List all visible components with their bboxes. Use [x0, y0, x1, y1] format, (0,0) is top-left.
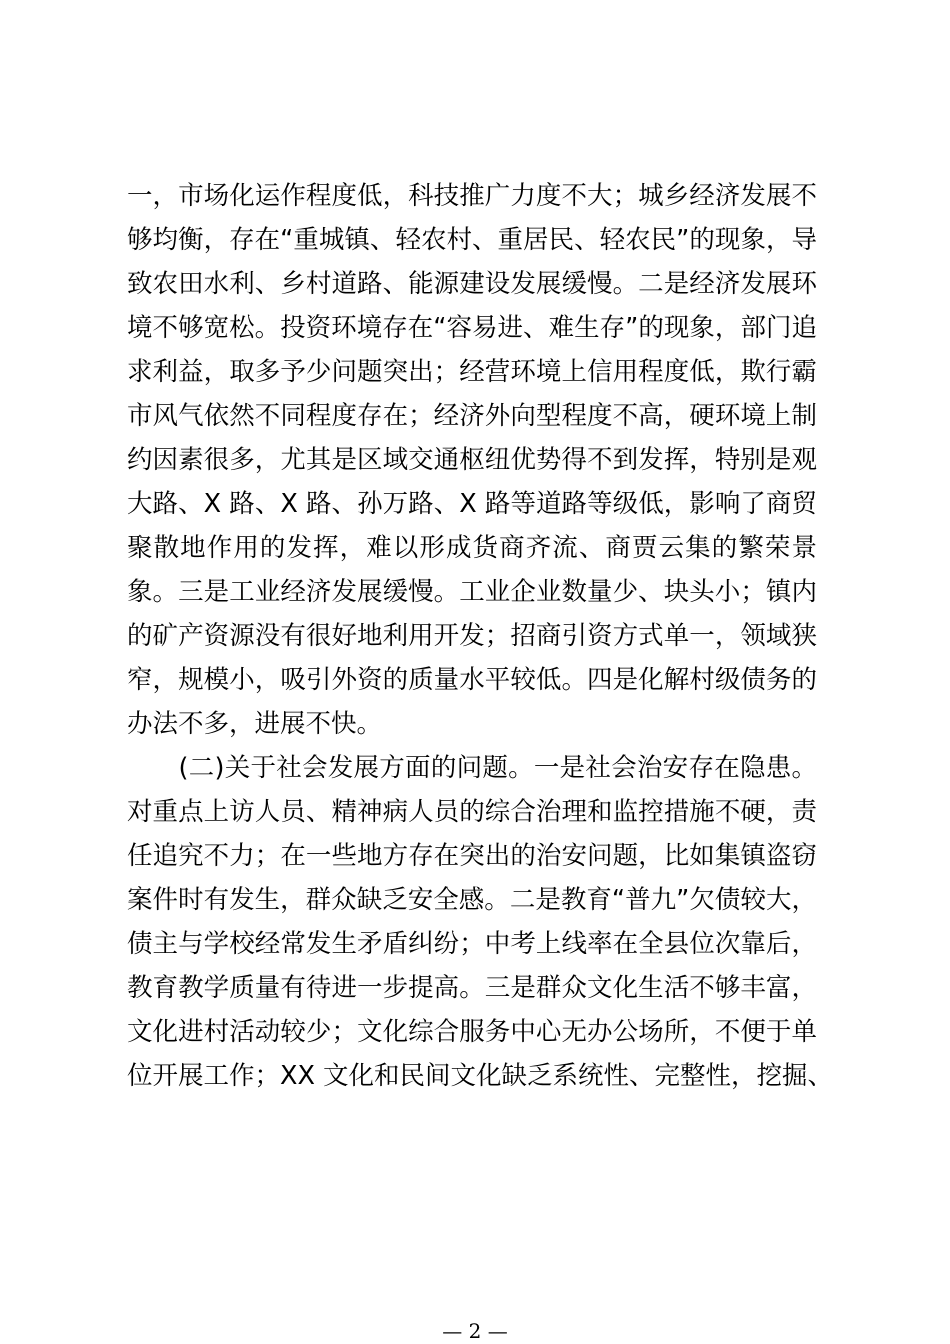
text-line: 市风气依然不同程度存在；经济外向型程度不高，硬环境上制: [127, 401, 817, 431]
text-line: 文化进村活动较少；文化综合服务中心无办公场所，不便于单: [127, 1017, 817, 1047]
text-line: 一，市场化运作程度低，科技推广力度不大；城乡经济发展不: [127, 181, 817, 211]
text-line: 够均衡，存在“重城镇、轻农村、重居民、轻农民”的现象，导: [127, 225, 817, 255]
text-line: 对重点上访人员、精神病人员的综合治理和监控措施不硬，责: [127, 797, 817, 827]
text-line: 约因素很多，尤其是区域交通枢纽优势得不到发挥，特别是观: [127, 445, 817, 475]
text-line: 致农田水利、乡村道路、能源建设发展缓慢。二是经济发展环: [127, 269, 817, 299]
text-line: 位开展工作；XX 文化和民间文化缺乏系统性、完整性，挖掘、: [127, 1061, 834, 1091]
text-line: 聚散地作用的发挥，难以形成货商齐流、商贾云集的繁荣景: [127, 533, 817, 563]
text-line: 大路、X 路、X 路、孙万路、X 路等道路等级低，影响了商贸: [127, 489, 817, 519]
text-line: 任追究不力；在一些地方存在突出的治安问题，比如集镇盗窃: [127, 841, 817, 871]
text-line: 教育教学质量有待进一步提高。三是群众文化生活不够丰富，: [127, 973, 817, 1003]
text-line: 的矿产资源没有很好地利用开发；招商引资方式单一，领域狭: [127, 621, 817, 651]
page-number: — 2 —: [442, 1319, 508, 1343]
paragraph-start-line: (二)关于社会发展方面的问题。一是社会治安存在隐患。: [127, 753, 817, 783]
body-text: [127, 174, 834, 1098]
text-line: 债主与学校经常发生矛盾纠纷；中考上线率在全县位次靠后，: [127, 929, 817, 959]
text-line: 境不够宽松。投资环境存在“容易进、难生存”的现象，部门追: [127, 313, 817, 343]
text-line: 求利益，取多予少问题突出；经营环境上信用程度低，欺行霸: [127, 357, 817, 387]
text-line: 象。三是工业经济发展缓慢。工业企业数量少、块头小；镇内: [127, 577, 817, 607]
text-line: 窄，规模小，吸引外资的质量水平较低。四是化解村级债务的: [127, 665, 817, 695]
paragraph-end-line: 办法不多，进展不快。: [127, 709, 383, 739]
text-line: 案件时有发生，群众缺乏安全感。二是教育“普九”欠债较大，: [127, 885, 817, 915]
